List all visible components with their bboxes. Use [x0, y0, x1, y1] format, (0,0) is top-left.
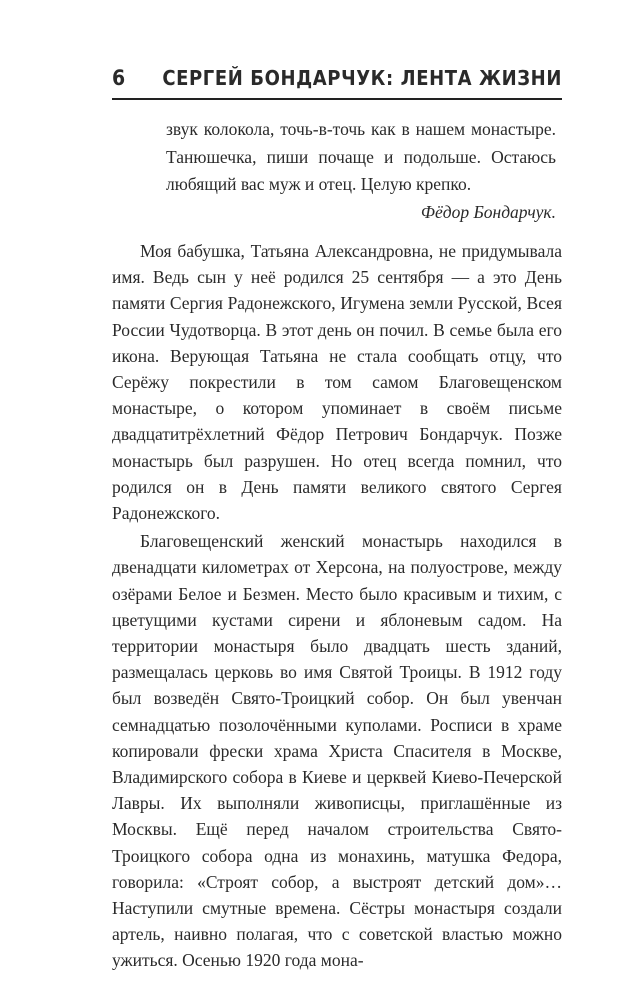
running-title: СЕРГЕЙ БОНДАРЧУК: ЛЕНТА ЖИЗНИ — [162, 66, 562, 90]
letter-quote — [166, 116, 556, 226]
running-header — [112, 62, 562, 100]
paragraph-1: Моя бабушка, Татьяна Александровна, не придумывала имя. Ведь сын у неё родился 25 сентября — а это День памяти Сергия Радонежского, Игумена земли Русской, Всея России Чудотворца. В этот день он почил. В семье была его икона. Верующая Татьяна не стала сообщать отцу, что Серёжу покрестили в том самом Благовещенском монастыре, о котором упоминает в своём письме двадцатитрёхлетний Фёдор Петрович Бондарчук. Позже монастырь был разрушен. Но отец всегда помнил, что родился он в День памяти великого святого Сергея Радонежского. — [112, 241, 562, 524]
body-text — [112, 238, 562, 974]
page-number: 6 — [112, 66, 126, 90]
letter-signature: Фёдор Бондарчук. — [420, 201, 556, 222]
letter-text: звук колокола, точь-в-точь как в нашем монастыре. Танюшечка, пиши почаще и подольше. Остаюсь любящий вас муж и отец. Целую крепко. — [166, 119, 556, 194]
paragraph-2: Благовещенский женский монастырь находился в двенадцати километрах от Херсона, на полуострове, между озёрами Белое и Безмен. Место было красивым и тихим, с цветущими кустами сирени и яблоневым садом. На территории монастыря было двадцать шесть зданий, размещалась церковь во имя Святой Троицы. В 1912 году был возведён Свято-Троицкий собор. Он был увенчан семнадцатью позолочёнными куполами. Росписи в храме копировали фрески храма Христа Спасителя в Москве, Владимирского собора в Киеве и церквей Киево-Печерской Лавры. Их выполняли живописцы, приглашённые из Москвы. Ещё перед началом строительства Свято-Троицкого собора одна из монахинь, матушка Федора, говорила: «Строят собор, а выстроят детский дом»… Наступили смутные времена. Сёстры монастыря создали артель, наивно полагая, что с советской властью можно ужиться. Осенью 1920 года мона- — [112, 531, 562, 971]
